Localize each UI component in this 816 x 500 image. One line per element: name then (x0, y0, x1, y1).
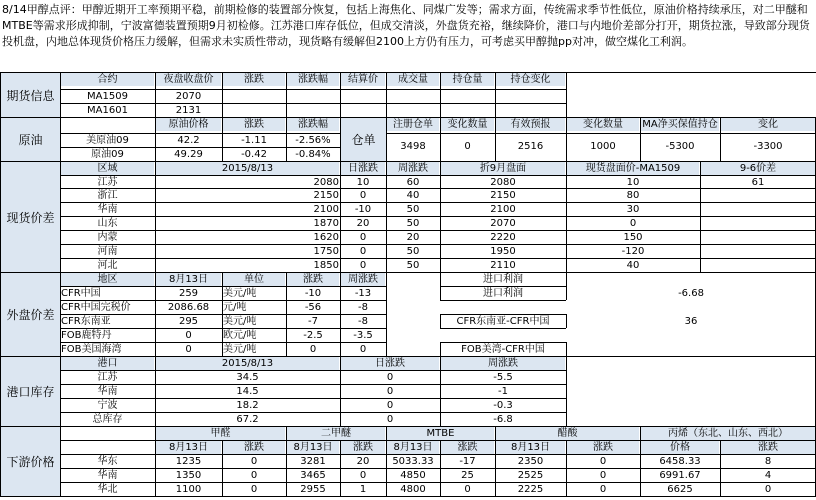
downstream-subheader: 8月13日 (156, 441, 221, 454)
sea-spread-value: 36 (684, 316, 698, 327)
spot-price: 2150 (313, 190, 339, 201)
spot-weekly-change: 50 (406, 204, 420, 215)
foreign-header: 8月13日 (156, 273, 221, 286)
downstream-price: 6458.33 (659, 456, 701, 467)
downstream-group: 甲醛 (156, 427, 285, 440)
spot-header: 周涨跌 (387, 162, 439, 175)
foreign-daily-change: -10 (304, 288, 322, 299)
spot-header: 折9月盘面 (441, 162, 565, 175)
foreign-region: CFR中国完税价 (61, 302, 131, 313)
foreign-unit: 美元/吨 (223, 344, 257, 355)
spread-9-6 (701, 231, 815, 244)
port-name: 总库存 (92, 414, 123, 425)
futures-header: 持仓量 (441, 73, 494, 86)
port-header: 2015/8/13 (156, 357, 339, 370)
downstream-price: 4800 (400, 484, 426, 495)
warrant-header: 变化数量 (441, 118, 494, 131)
downstream-subheader: 涨跌 (441, 441, 494, 454)
downstream-change: -17 (459, 456, 476, 467)
grid-vline (566, 72, 567, 117)
spot-daily-change: 10 (356, 177, 370, 188)
night-close-price: 2070 (175, 91, 202, 102)
downstream-region: 华北 (97, 484, 118, 495)
grid-vline (566, 356, 567, 426)
spot-header: 2015/8/13 (156, 162, 339, 175)
downstream-subheader: 涨跌 (341, 441, 385, 454)
section-foreign: 外盘价差 (1, 273, 60, 356)
futures-header: 结算价 (341, 73, 385, 86)
port-weekly-change: -1 (498, 386, 508, 397)
downstream-price: 1100 (175, 484, 202, 495)
downstream-region: 华南 (97, 470, 118, 481)
port-header: 日涨跌 (341, 357, 439, 370)
port-inventory: 18.2 (236, 400, 259, 411)
downstream-subheader: 8月13日 (387, 441, 439, 454)
foreign-weekly-change: -13 (354, 288, 372, 299)
port-weekly-change: -0.3 (493, 400, 513, 411)
spot-sep-basis: 2150 (490, 190, 516, 201)
downstream-change: 0 (359, 470, 367, 481)
region-name: 内蒙 (97, 232, 118, 243)
spot-header: 区域 (61, 162, 154, 175)
spot-sep-basis: 2080 (490, 177, 516, 188)
spot-sep-basis: 2100 (490, 204, 516, 215)
downstream-price: 3465 (300, 470, 326, 481)
spot-daily-change: 0 (359, 190, 367, 201)
region-name: 河北 (97, 260, 118, 271)
spot-minus-ma1509: 0 (629, 218, 637, 229)
downstream-price: 1350 (175, 470, 202, 481)
spot-price: 1620 (313, 232, 339, 243)
grid-hline (440, 300, 566, 301)
spot-weekly-change: 50 (406, 246, 420, 257)
port-name: 华南 (97, 386, 118, 397)
downstream-change: 4 (764, 470, 772, 481)
import-profit-label: 进口利润 (483, 288, 523, 299)
foreign-header: 涨跌 (287, 273, 339, 286)
downstream-change: 0 (250, 470, 258, 481)
foreign-unit: 美元/吨 (223, 288, 257, 299)
port-daily-change: 0 (386, 400, 394, 411)
port-daily-change: 0 (386, 414, 394, 425)
spot-weekly-change: 40 (406, 190, 420, 201)
crude-header: 涨跌幅 (287, 118, 339, 131)
foreign-region: FOB美国海湾 (61, 344, 122, 355)
spot-price: 1870 (313, 218, 339, 229)
section-spot: 现货价差 (1, 162, 60, 272)
spot-daily-change: 0 (359, 232, 367, 243)
downstream-price: 3281 (300, 456, 326, 467)
grid-hline (440, 328, 566, 329)
grid-vline (386, 272, 387, 356)
spot-sep-basis: 2110 (490, 260, 516, 271)
downstream-subheader: 价格 (641, 441, 719, 454)
spot-daily-change: -10 (354, 204, 372, 215)
foreign-price: 0 (185, 330, 192, 341)
downstream-change: 0 (464, 484, 471, 495)
downstream-change: 0 (599, 484, 607, 495)
spot-sep-basis: 2070 (490, 218, 516, 229)
crude-change: -0.42 (241, 149, 267, 160)
warrant-value: -3300 (753, 141, 783, 152)
spot-weekly-change: 50 (406, 218, 420, 229)
methanol-comment: 8/14甲醇点评：甲醇近期开工率预期平稳，前期检修的装置部分恢复，包括上海焦化、同煤广发等；需求方面，传统需求季节性低位，原油价格持续承压，对二甲醚和MTBE等需求形成抑制，宁波富德装置预期9月初检修。江苏港口库存低位，但成交清淡，外盘货充裕，继续降价，港口与内地价差部分打开，期货拉涨，导致部分现货投机盘，内地总体现货价格压力缓解，但需求未实质性带动，现货略有缓解但2100上方仍有压力，可考虑买甲醇抛pp对冲，做空煤化工利润。 (2, 3, 810, 48)
port-inventory: 67.2 (236, 414, 259, 425)
section-futures: 期货信息 (1, 73, 60, 117)
foreign-daily-change: -7 (308, 316, 318, 327)
downstream-price: 6991.67 (659, 470, 701, 481)
warrant-header: MA净买保值持仓 (642, 119, 718, 130)
futures-header: 夜盘收盘价 (156, 73, 221, 86)
foreign-price: 2086.68 (167, 302, 210, 313)
foreign-weekly-change: -8 (358, 316, 368, 327)
port-weekly-change: -6.8 (493, 414, 513, 425)
spot-weekly-change: 50 (406, 260, 420, 271)
downstream-group: 丙烯（东北、山东、西北） (641, 427, 815, 440)
warrant-value: -5300 (665, 141, 695, 152)
region-name: 山东 (97, 218, 118, 229)
grid-hline (0, 496, 816, 497)
downstream-price: 6625 (667, 484, 693, 495)
contract-code: MA1601 (87, 105, 128, 116)
warrant-header: 注册仓单 (387, 118, 439, 131)
spot-price: 1850 (313, 260, 339, 271)
crude-change-pct: -2.56% (295, 135, 331, 146)
spot-daily-change: 0 (359, 246, 367, 257)
downstream-price: 5033.33 (392, 456, 434, 467)
spread-9-6 (701, 203, 815, 216)
downstream-subheader: 涨跌 (721, 441, 815, 454)
downstream-subheader: 涨跌 (223, 441, 285, 454)
night-close-price: 2131 (175, 105, 202, 116)
spread-9-6 (701, 189, 815, 202)
spot-price: 2080 (313, 177, 339, 188)
warrant-value: 0 (464, 141, 471, 152)
futures-header: 涨跌幅 (287, 73, 339, 86)
crude-header: 涨跌 (223, 118, 285, 131)
import-profit-title: 进口利润 (483, 274, 523, 285)
warrant-header: 有效预报 (496, 118, 565, 131)
spot-sep-basis: 1950 (490, 246, 516, 257)
downstream-change: 0 (599, 470, 607, 481)
crude-name: 美原油09 (86, 135, 129, 146)
warrant-value: 3498 (400, 141, 426, 152)
us-spread-label: FOB美湾-CFR中国 (461, 344, 545, 355)
foreign-region: CFR中国 (61, 288, 101, 299)
spot-header: 日涨跌 (341, 162, 385, 175)
warrant-header: 变化数量 (567, 118, 639, 131)
region-name: 江苏 (97, 177, 118, 188)
spot-weekly-change: 20 (406, 232, 420, 243)
warrant-value: 1000 (590, 141, 616, 152)
spread-9-6 (701, 245, 815, 258)
foreign-price: 0 (185, 344, 192, 355)
region-name: 华南 (97, 204, 118, 215)
downstream-group: 醋酸 (496, 427, 639, 440)
spot-sep-basis: 2220 (490, 232, 516, 243)
foreign-daily-change: -56 (304, 302, 322, 313)
foreign-region: FOB鹿特丹 (61, 330, 112, 341)
crude-price: 42.2 (177, 135, 200, 146)
downstream-price: 2955 (300, 484, 326, 495)
import-profit-value: -6.68 (678, 288, 704, 299)
downstream-change: 0 (764, 484, 772, 495)
downstream-change: 0 (599, 456, 607, 467)
port-weekly-change: -5.5 (493, 372, 513, 383)
futures-header: 成交量 (387, 73, 439, 86)
sea-spread-label: CFR东南亚-CFR中国 (456, 316, 550, 327)
foreign-weekly-change: -3.5 (353, 330, 373, 341)
section-crude: 原油 (1, 118, 60, 161)
spot-minus-ma1509: 150 (623, 232, 643, 243)
spot-minus-ma1509: 80 (626, 190, 640, 201)
section-port: 港口库存 (1, 357, 60, 426)
downstream-subheader: 涨跌 (567, 441, 639, 454)
foreign-daily-change: -2.5 (303, 330, 323, 341)
foreign-header: 周涨跌 (341, 273, 385, 286)
foreign-daily-change: 0 (309, 344, 317, 355)
downstream-change: 20 (356, 456, 370, 467)
downstream-group: MTBE (387, 427, 494, 440)
downstream-change: 8 (764, 456, 772, 467)
port-daily-change: 0 (386, 386, 394, 397)
warrant-value: 2516 (517, 141, 544, 152)
downstream-subheader: 8月13日 (287, 441, 339, 454)
spread-9-6 (701, 259, 815, 272)
warrant-header: 变化 (721, 118, 815, 131)
spot-minus-ma1509: 30 (626, 204, 640, 215)
downstream-price: 4850 (400, 470, 426, 481)
foreign-unit: 元/吨 (223, 302, 247, 313)
futures-header: 合约 (61, 73, 154, 86)
grid-vline (566, 342, 567, 356)
foreign-price: 259 (178, 288, 199, 299)
region-name: 河南 (97, 246, 118, 257)
downstream-price: 1235 (175, 456, 202, 467)
spot-header: 现货盘面价-MA1509 (567, 162, 699, 175)
port-inventory: 14.5 (236, 386, 259, 397)
section-downstream: 下游价格 (1, 427, 60, 496)
spot-header: 9-6价差 (701, 162, 815, 175)
warrant-label: 仓单 (341, 118, 386, 161)
spot-minus-ma1509: 10 (626, 177, 640, 188)
downstream-group: 二甲醚 (287, 427, 385, 440)
crude-name: 原油09 (91, 149, 124, 160)
downstream-region: 华东 (97, 456, 118, 467)
crude-price: 49.29 (174, 149, 203, 160)
downstream-price: 2525 (517, 470, 544, 481)
foreign-weekly-change: 0 (359, 344, 367, 355)
spot-daily-change: 0 (359, 260, 367, 271)
downstream-subheader: 8月13日 (496, 441, 565, 454)
foreign-unit: 美元/吨 (223, 316, 257, 327)
foreign-weekly-change: -8 (358, 302, 368, 313)
foreign-region: CFR东南亚 (61, 316, 111, 327)
crude-change: -1.11 (241, 135, 267, 146)
downstream-change: 0 (250, 484, 258, 495)
contract-code: MA1509 (87, 91, 128, 102)
spot-weekly-change: 60 (406, 177, 420, 188)
port-daily-change: 0 (386, 372, 394, 383)
foreign-unit: 欧元/吨 (223, 330, 257, 341)
spot-price: 1750 (313, 246, 339, 257)
foreign-header: 地区 (61, 273, 154, 286)
spread-9-6: 61 (751, 177, 765, 188)
crude-header: 原油价格 (156, 118, 221, 131)
port-header: 港口 (61, 357, 154, 370)
futures-header: 涨跌 (223, 73, 285, 86)
spot-daily-change: 20 (356, 218, 370, 229)
spot-price: 2100 (313, 204, 339, 215)
downstream-price: 2350 (517, 456, 544, 467)
region-name: 浙江 (97, 190, 118, 201)
crude-change-pct: -0.84% (295, 149, 331, 160)
downstream-change: 1 (359, 484, 367, 495)
port-name: 宁波 (97, 400, 118, 411)
foreign-price: 295 (178, 316, 199, 327)
port-inventory: 34.5 (236, 372, 259, 383)
downstream-change: 25 (461, 470, 474, 481)
downstream-change: 0 (250, 456, 258, 467)
spread-9-6 (701, 217, 815, 230)
futures-header: 持仓变化 (496, 73, 565, 86)
port-header: 周涨跌 (441, 357, 565, 370)
spot-minus-ma1509: 40 (626, 260, 640, 271)
spot-minus-ma1509: -120 (621, 246, 645, 257)
port-name: 江苏 (97, 372, 118, 383)
foreign-header: 单位 (223, 273, 285, 286)
downstream-price: 2225 (517, 484, 544, 495)
